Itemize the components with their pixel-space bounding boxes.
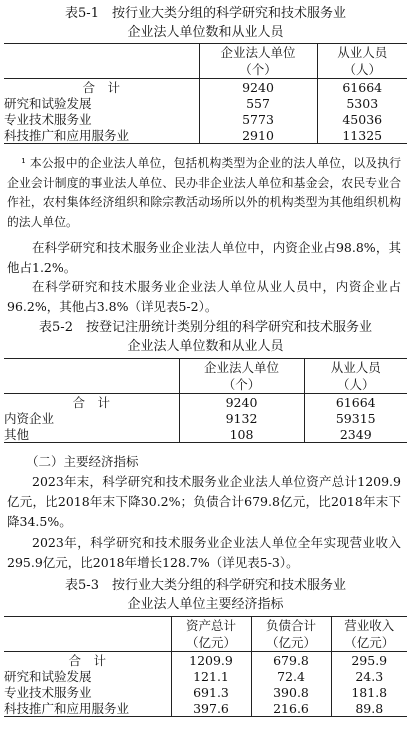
table-row <box>4 426 407 443</box>
cell-value: 45036 <box>317 111 407 127</box>
cell-value: 11325 <box>317 127 407 144</box>
row-label: 内资企业 <box>4 410 55 426</box>
row-label: 合 计 <box>4 652 171 669</box>
row-label: 合 计 <box>4 79 199 96</box>
cell-value: 216.6 <box>251 700 331 717</box>
table-row <box>4 700 407 717</box>
table-caption: 表5-3 按行业大类分组的科学研究和技术服务业 <box>65 578 346 593</box>
cell-value: 9240 <box>199 79 317 96</box>
row-label: 研究和试验发展 <box>4 95 92 111</box>
cell-value: 59315 <box>304 410 407 426</box>
cell-value: 5773 <box>199 111 317 127</box>
cell-value: 397.6 <box>171 700 251 717</box>
column-header: 从业人员 （人） <box>304 359 407 394</box>
table-row <box>4 394 407 411</box>
row-label: 科技推广和应用服务业 <box>4 127 199 144</box>
table-caption: 企业法人单位主要经济指标 <box>127 597 284 612</box>
cell-value: 61664 <box>304 394 407 411</box>
cell-value: 691.3 <box>171 684 251 700</box>
row-label: 专业技术服务业 <box>4 111 92 127</box>
row-label: 合 计 <box>4 394 179 411</box>
cell-value: 24.3 <box>331 668 407 684</box>
paragraph: 在科学研究和技术服务业企业法人单位从业人员中，内资企业占96.2%，其他占3.8%（详见表5-2）。 <box>7 279 401 314</box>
column-header: 企业法人单位 （个） <box>179 359 304 394</box>
cell-value: 390.8 <box>251 684 331 700</box>
table-5-2 <box>4 358 407 443</box>
table-row <box>4 668 407 684</box>
table-header-empty <box>4 44 199 79</box>
paragraph: 2023年末，科学研究和技术服务业企业法人单位资产总计1209.9亿元，比2018年末下降30.2%；负债合计679.8亿元，比2018年末下降34.5%。 <box>7 474 401 529</box>
row-label: 专业技术服务业 <box>4 684 92 700</box>
cell-value: 89.8 <box>331 700 407 717</box>
cell-value: 295.9 <box>331 652 407 669</box>
cell-value: 61664 <box>317 79 407 96</box>
cell-value: 72.4 <box>251 668 331 684</box>
cell-value: 2910 <box>199 127 317 144</box>
table-5-3 <box>4 616 407 717</box>
paragraph: 在科学研究和技术服务业企业法人单位中，内资企业占98.8%，其他占1.2%。 <box>7 240 401 275</box>
cell-value: 1209.9 <box>171 652 251 669</box>
row-label: 研究和试验发展 <box>4 668 92 684</box>
footnote-text: ¹ 本公报中的企业法人单位，包括机构类型为企业的法人单位，以及执行企业会计制度的事业法人单位、民办非企业法人单位和基金会，农民专业合作社，农村集体经济组织和除宗教活动场所以外的机构类型为其他组织机构的法人单位。 <box>7 156 401 229</box>
table-row <box>4 111 407 127</box>
column-header: 资产总计 （亿元） <box>171 617 251 652</box>
cell-value: 9132 <box>179 410 304 426</box>
table-row <box>4 79 407 96</box>
column-header: 营业收入 （亿元） <box>331 617 407 652</box>
cell-value: 557 <box>199 95 317 111</box>
table-row <box>4 95 407 111</box>
table-row <box>4 684 407 700</box>
cell-value: 181.8 <box>331 684 407 700</box>
row-label: 科技推广和应用服务业 <box>4 700 171 717</box>
table-row <box>4 410 407 426</box>
cell-value: 2349 <box>304 426 407 443</box>
table-caption: 企业法人单位数和从业人员 <box>127 339 284 354</box>
cell-value: 121.1 <box>171 668 251 684</box>
row-label: 其他 <box>4 426 179 443</box>
cell-value: 679.8 <box>251 652 331 669</box>
table-row <box>4 652 407 669</box>
column-header: 企业法人单位 （个） <box>199 44 317 79</box>
table-caption: 表5-2 按登记注册统计类别分组的科学研究和技术服务业 <box>39 320 372 335</box>
section-heading: （二）主要经济指标 <box>26 454 139 469</box>
cell-value: 108 <box>179 426 304 443</box>
cell-value: 9240 <box>179 394 304 411</box>
footnote <box>7 154 401 232</box>
table-row <box>4 127 407 144</box>
cell-value: 5303 <box>317 95 407 111</box>
paragraph: 2023年，科学研究和技术服务业企业法人单位全年实现营业收入295.9亿元，比2018年增长128.7%（详见表5-3）。 <box>7 535 401 570</box>
table-header-empty <box>4 359 179 394</box>
table-caption: 表5-1 按行业大类分组的科学研究和技术服务业 <box>65 6 346 21</box>
table-header-empty <box>4 617 171 652</box>
column-header: 从业人员 （人） <box>317 44 407 79</box>
column-header: 负债合计 （亿元） <box>251 617 331 652</box>
table-5-1 <box>4 43 407 144</box>
table-caption: 企业法人单位数和从业人员 <box>127 25 284 40</box>
